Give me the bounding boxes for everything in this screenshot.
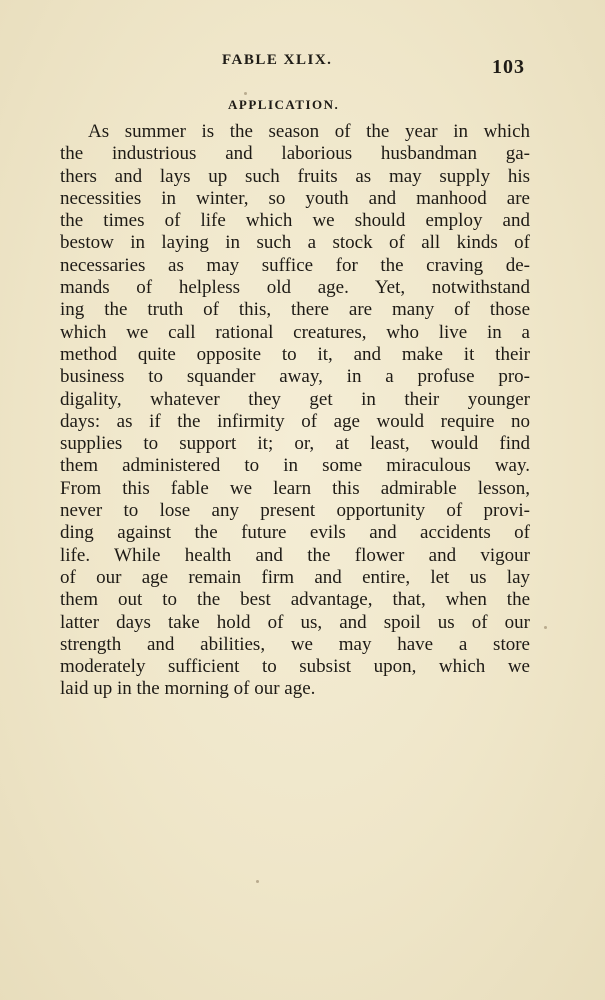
text-line: of our age remain firm and entire, let us lay	[60, 566, 530, 588]
text-line: which we call rational creatures, who live in a	[60, 321, 530, 343]
text-line: them administered to in some miraculous way.	[60, 455, 530, 477]
text-line: supplies to support it; or, at least, would find	[60, 433, 530, 455]
text-line: As summer is the season of the year in which	[88, 121, 530, 142]
paper-speck	[256, 880, 259, 883]
text-line: mands of helpless old age. Yet, notwithstand	[60, 277, 530, 299]
text-line: thers and lays up such fruits as may supply his	[60, 165, 530, 187]
text-line: the times of life which we should employ and	[60, 210, 530, 232]
section-heading: APPLICATION.	[228, 97, 340, 112]
text-line: the industrious and laborious husbandman ga-	[60, 143, 530, 165]
text-line: necessaries as may suffice for the craving de-	[60, 254, 530, 276]
text-line: digality, whatever they get in their younger	[60, 388, 530, 410]
text-line: necessities in winter, so youth and manhood are	[60, 187, 530, 209]
text-line: From this fable we learn this admirable lesson,	[60, 477, 530, 499]
text-line: method quite opposite to it, and make it their	[60, 343, 530, 365]
text-line: them out to the best advantage, that, when the	[60, 589, 530, 611]
running-head: FABLE XLIX.	[222, 52, 333, 68]
text-line: moderately sufficient to subsist upon, which we	[60, 656, 530, 678]
text-line: strength and abilities, we may have a store	[60, 633, 530, 655]
text-line: ding against the future evils and accidents of	[60, 522, 530, 544]
text-line: bestow in laying in such a stock of all kinds of	[60, 232, 530, 254]
text-line: laid up in the morning of our age.	[60, 678, 316, 700]
body-paragraph	[60, 121, 530, 701]
text-line: latter days take hold of us, and spoil us of our	[60, 611, 530, 633]
text-line: business to squander away, in a profuse pro-	[60, 366, 530, 388]
text-line: days: as if the infirmity of age would require no	[60, 410, 530, 432]
text-line: ing the truth of this, there are many of those	[60, 299, 530, 321]
page-number: 103	[492, 56, 525, 78]
text-line: life. While health and the flower and vigour	[60, 544, 530, 566]
paper-speck	[244, 92, 247, 95]
text-line: never to lose any present opportunity of provi-	[60, 500, 530, 522]
paper-speck	[544, 626, 547, 629]
